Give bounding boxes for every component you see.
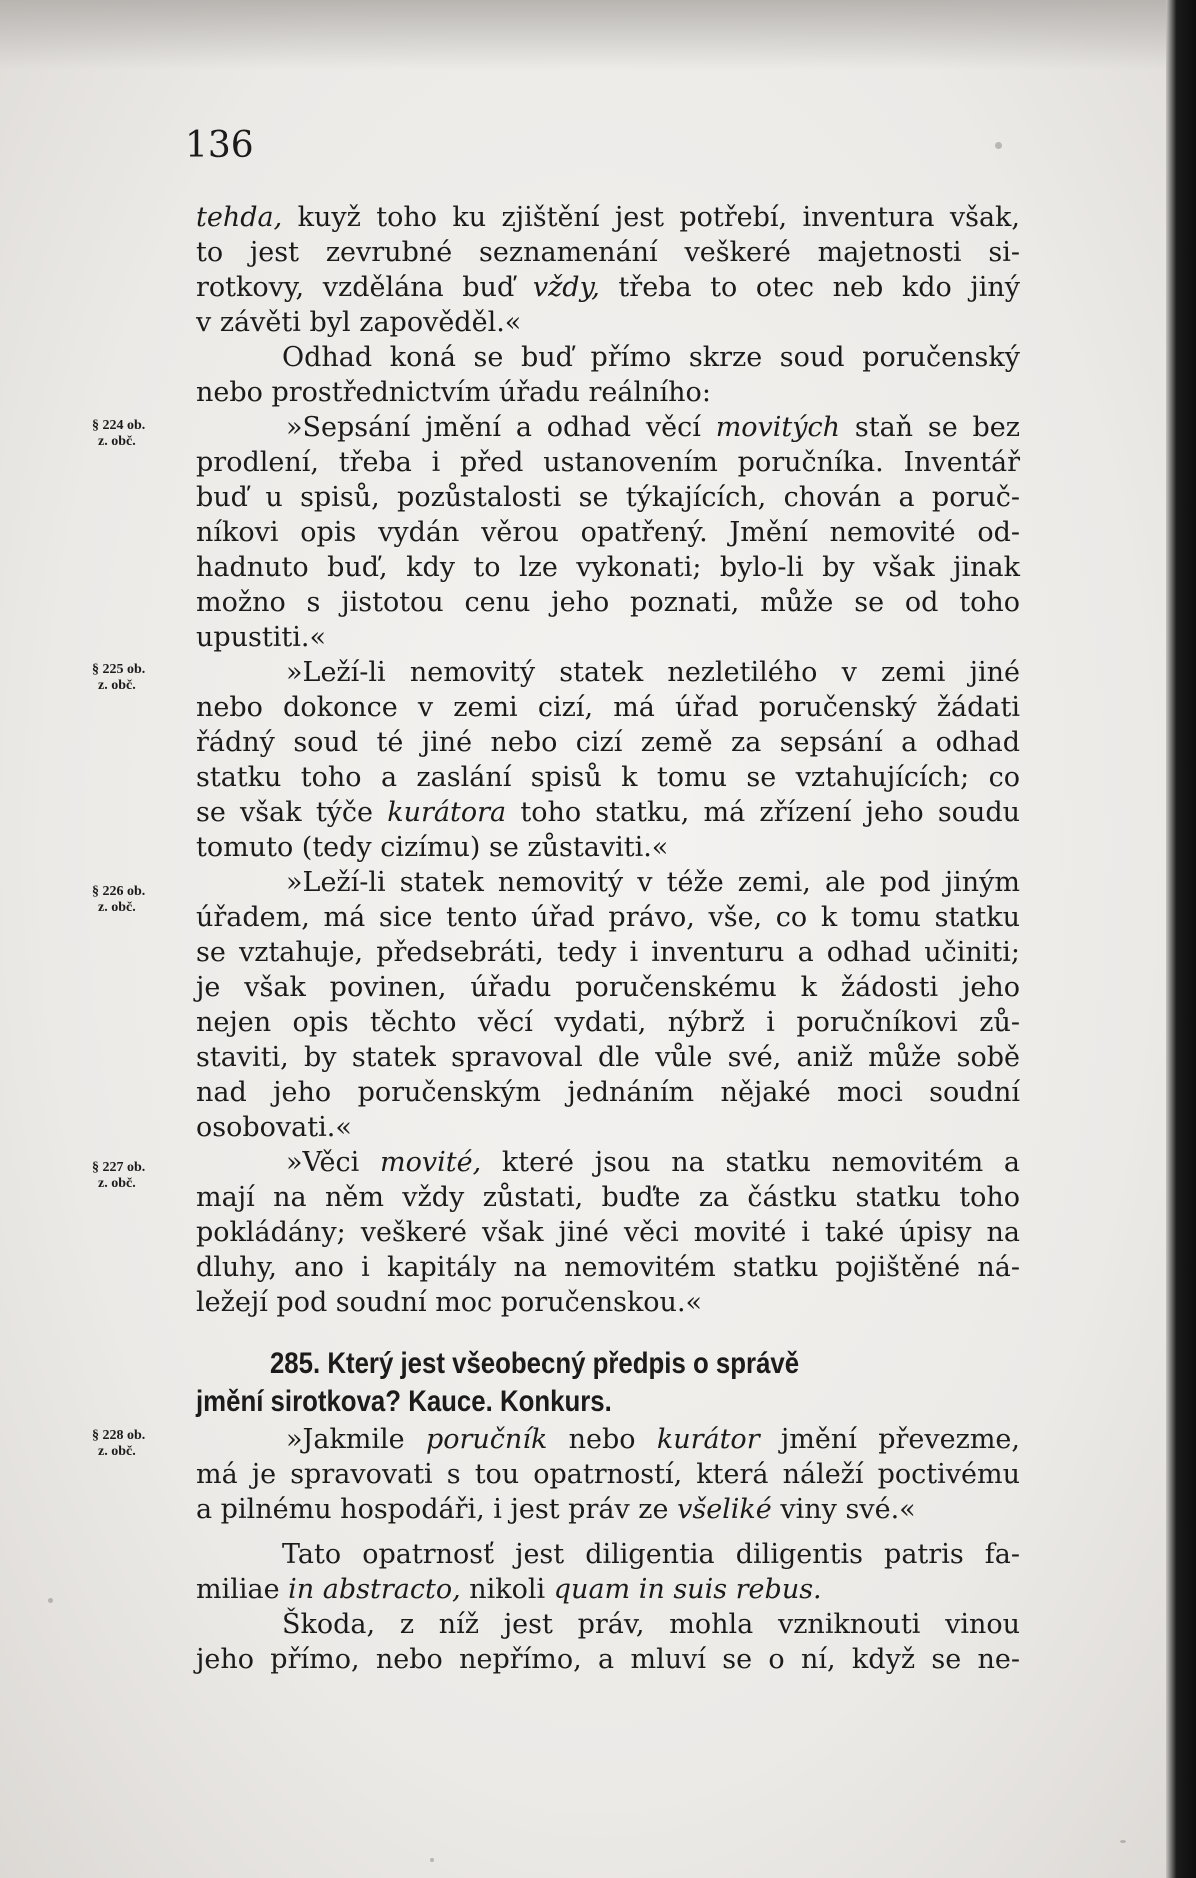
paragraph-6 xyxy=(196,1145,1020,1320)
paragraph-5 xyxy=(196,865,1020,1145)
text-line: nejen opis těchto věcí vydati, nýbrž i poručníkovi zů- xyxy=(196,1007,1020,1038)
text-line: je však povinen, úřadu poručenskému k žádosti jeho xyxy=(196,972,1020,1003)
margin-note-line: § 224 ob. xyxy=(92,418,146,433)
text-line xyxy=(196,795,1020,830)
margin-note-225 xyxy=(92,662,192,694)
margin-note-line: z. obč. xyxy=(98,434,136,449)
text-fragment: »Věci xyxy=(286,1147,380,1178)
italic-fragment: quam in suis rebus. xyxy=(553,1574,822,1605)
italic-fragment: všeliké xyxy=(677,1494,772,1525)
text-line: staviti, by statek spravoval dle vůle své, aniž může sobě xyxy=(196,1042,1020,1073)
margin-note-line: § 225 ob. xyxy=(92,662,146,677)
body-text-upper xyxy=(196,200,1020,1320)
margin-note-227 xyxy=(92,1160,192,1192)
text-fragment: rotkovy, vzdělána buď xyxy=(196,272,533,303)
margin-note-line: z. obč. xyxy=(98,1176,136,1191)
italic-fragment: in abstracto, xyxy=(288,1574,461,1605)
text-fragment: kuyž toho ku zjištění jest potřebí, inventura však, xyxy=(282,202,1020,233)
italic-fragment: kurátora xyxy=(387,797,507,828)
paragraph-8 xyxy=(196,1537,1020,1607)
text-line: upustiti.« xyxy=(196,622,326,653)
text-line: pokládány; veškeré však jiné věci movité i také úpisy na xyxy=(196,1217,1020,1248)
text-line: »Leží-li nemovitý statek nezletilého v zemi jiné xyxy=(286,657,1020,688)
scan-speck xyxy=(995,142,1002,149)
italic-fragment: movitých xyxy=(715,412,841,443)
text-fragment: nebo xyxy=(547,1424,657,1455)
text-fragment: třeba to otec neb kdo jiný xyxy=(599,272,1021,303)
text-line: hadnuto buď, kdy to lze vykonati; bylo-li by však jinak xyxy=(196,552,1020,583)
margin-note-224 xyxy=(92,418,192,450)
text-line: mají na něm vždy zůstati, buďte za částku statku toho xyxy=(196,1182,1020,1213)
paragraph-9 xyxy=(196,1607,1020,1677)
text-line: to jest zevrubné seznamenání veškeré majetnosti si- xyxy=(196,237,1020,268)
text-fragment: které jsou na statku nemovitém a xyxy=(481,1147,1020,1178)
text-line: nebo dokonce v zemi cizí, má úřad poručenský žádati xyxy=(196,692,1020,723)
text-line xyxy=(196,270,1020,305)
scan-binding-edge xyxy=(1166,0,1196,1878)
italic-fragment: poručník xyxy=(425,1424,548,1455)
text-fragment: nikoli xyxy=(460,1574,554,1605)
heading-line: jmění sirotkova? Kauce. Konkurs. xyxy=(196,1385,612,1418)
text-line xyxy=(196,200,1020,235)
text-fragment: a pilnému hospodáři, i jest práv ze xyxy=(196,1494,678,1525)
text-line: »Leží-li statek nemovitý v téže zemi, ale pod jiným xyxy=(286,867,1020,898)
text-line: níkovi opis vydán věrou opatřený. Jmění nemovité od- xyxy=(196,517,1020,548)
heading-line: 285. Který jest všeobecný předpis o správě xyxy=(269,1347,800,1380)
text-line xyxy=(196,1572,1020,1607)
margin-note-line: § 228 ob. xyxy=(92,1428,146,1443)
text-line xyxy=(196,1492,1020,1527)
text-line: úřadem, má sice tento úřad právo, vše, co k tomu statku xyxy=(196,902,1020,933)
scan-speck xyxy=(430,1858,434,1862)
text-line: nebo prostřednictvím úřadu reálního: xyxy=(196,377,711,408)
margin-note-228 xyxy=(92,1428,192,1460)
text-fragment: toho statku, má zřízení jeho soudu xyxy=(506,797,1020,828)
text-line: buď u spisů, pozůstalosti se týkajících, chován a poruč- xyxy=(196,482,1020,513)
text-line: ležejí pod soudní moc poručenskou.« xyxy=(196,1287,703,1318)
scan-speck xyxy=(48,1598,53,1603)
text-line: Odhad koná se buď přímo skrze soud poručenský xyxy=(282,342,1020,373)
body-text-lower xyxy=(196,1422,1020,1677)
scan-speck xyxy=(1120,1840,1126,1843)
text-line: nad jeho poručenským jednáním nějaké moci soudní xyxy=(196,1077,1020,1108)
text-line: osobovati.« xyxy=(196,1112,352,1143)
text-line: jeho přímo, nebo nepřímo, a mluví se o ní, když se ne- xyxy=(196,1644,1020,1675)
text-line: možno s jistotou cenu jeho poznati, může se od toho xyxy=(196,587,1020,618)
text-line: má je spravovati s tou opatrností, která náleží poctivému xyxy=(196,1459,1020,1490)
text-fragment: se však týče xyxy=(196,797,388,828)
italic-fragment: tehda, xyxy=(196,202,283,233)
paragraph-3 xyxy=(196,410,1020,655)
margin-note-226 xyxy=(92,884,192,916)
margin-note-line: z. obč. xyxy=(98,1444,136,1459)
text-line: statku toho a zaslání spisů k tomu se vztahujících; co xyxy=(196,762,1020,793)
text-line: Škoda, z níž jest práv, mohla vzniknouti vinou xyxy=(282,1609,1020,1640)
text-line xyxy=(196,410,1020,445)
scan-shadow-top xyxy=(0,0,1196,70)
text-line: se vztahuje, předsebráti, tedy i inventuru a odhad učiniti; xyxy=(196,937,1020,968)
section-heading-285 xyxy=(196,1345,905,1421)
margin-note-line: z. obč. xyxy=(98,900,136,915)
margin-note-line: § 226 ob. xyxy=(92,884,146,899)
page-number: 136 xyxy=(185,125,254,166)
text-line: řádný soud té jiné nebo cizí země za sepsání a odhad xyxy=(196,727,1020,758)
text-fragment: »Jakmile xyxy=(286,1424,426,1455)
text-fragment: jmění převezme, xyxy=(759,1424,1020,1455)
text-line: tomuto (tedy cizímu) se zůstaviti.« xyxy=(196,832,669,863)
paragraph-2 xyxy=(196,340,1020,410)
text-line: v závěti byl zapověděl.« xyxy=(196,307,522,338)
paragraph-4 xyxy=(196,655,1020,865)
paragraph-7 xyxy=(196,1422,1020,1527)
text-line: dluhy, ano i kapitály na nemovitém statku pojištěné ná- xyxy=(196,1252,1020,1283)
text-fragment: »Sepsání jmění a odhad věcí xyxy=(286,412,716,443)
italic-fragment: vždy, xyxy=(532,272,600,303)
margin-note-line: z. obč. xyxy=(98,678,136,693)
paragraph-1 xyxy=(196,200,1020,340)
text-line: prodlení, třeba i před ustanovením poručníka. Inventář xyxy=(196,447,1020,478)
italic-fragment: kurátor xyxy=(656,1424,760,1455)
text-line xyxy=(196,1145,1020,1180)
text-fragment: viny své.« xyxy=(771,1494,916,1525)
text-line xyxy=(196,1422,1020,1457)
text-fragment: miliae xyxy=(196,1574,289,1605)
text-fragment: staň se bez xyxy=(840,412,1021,443)
margin-note-line: § 227 ob. xyxy=(92,1160,146,1175)
italic-fragment: movité, xyxy=(380,1147,482,1178)
text-line: Tato opatrnosť jest diligentia diligentis patris fa- xyxy=(282,1539,1020,1570)
